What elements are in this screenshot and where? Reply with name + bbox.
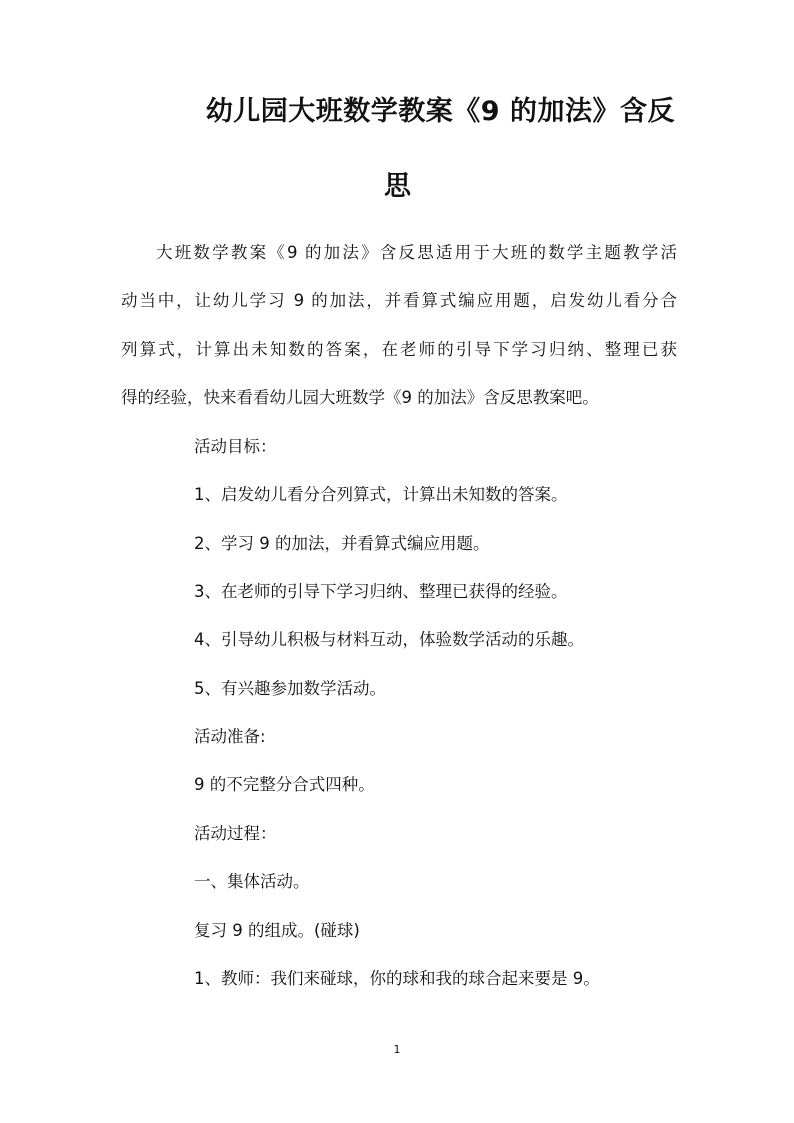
goal-item: 3、在老师的引导下学习归纳、整理已获得的经验。 — [194, 582, 568, 601]
document-title-line-2: 思 — [384, 171, 411, 202]
document-title-line-1: 幼儿园大班数学教案《9 的加法》含反 — [205, 96, 675, 127]
intro-paragraph-line: 列算式，计算出未知数的答案，在老师的引导下学习归纳、整理已获 — [121, 340, 677, 359]
goal-item: 4、引导幼儿积极与材料互动，体验数学活动的乐趣。 — [194, 630, 584, 649]
goals-heading: 活动目标： — [194, 437, 277, 456]
intro-paragraph-line: 得的经验，快来看看幼儿园大班数学《9 的加法》含反思教案吧。 — [121, 388, 599, 407]
process-section-title: 一、集体活动。 — [194, 872, 310, 891]
process-heading: 活动过程： — [194, 824, 277, 843]
page-number: 1 — [393, 1043, 401, 1056]
intro-paragraph-line: 大班数学教案《9 的加法》含反思适用于大班的数学主题教学活 — [156, 243, 677, 262]
process-review-text: 复习 9 的组成。(碰球) — [194, 921, 360, 940]
intro-paragraph-line: 动当中，让幼儿学习 9 的加法，并看算式编应用题，启发幼儿看分合 — [121, 291, 677, 310]
preparation-heading: 活动准备: — [194, 727, 266, 746]
goal-item: 5、有兴趣参加数学活动。 — [194, 679, 386, 698]
preparation-text: 9 的不完整分合式四种。 — [194, 775, 375, 794]
process-step: 1、教师：我们来碰球，你的球和我的球合起来要是 9。 — [194, 969, 600, 988]
goal-item: 2、学习 9 的加法，并看算式编应用题。 — [194, 534, 490, 553]
goal-item: 1、启发幼儿看分合列算式，计算出未知数的答案。 — [194, 485, 568, 504]
